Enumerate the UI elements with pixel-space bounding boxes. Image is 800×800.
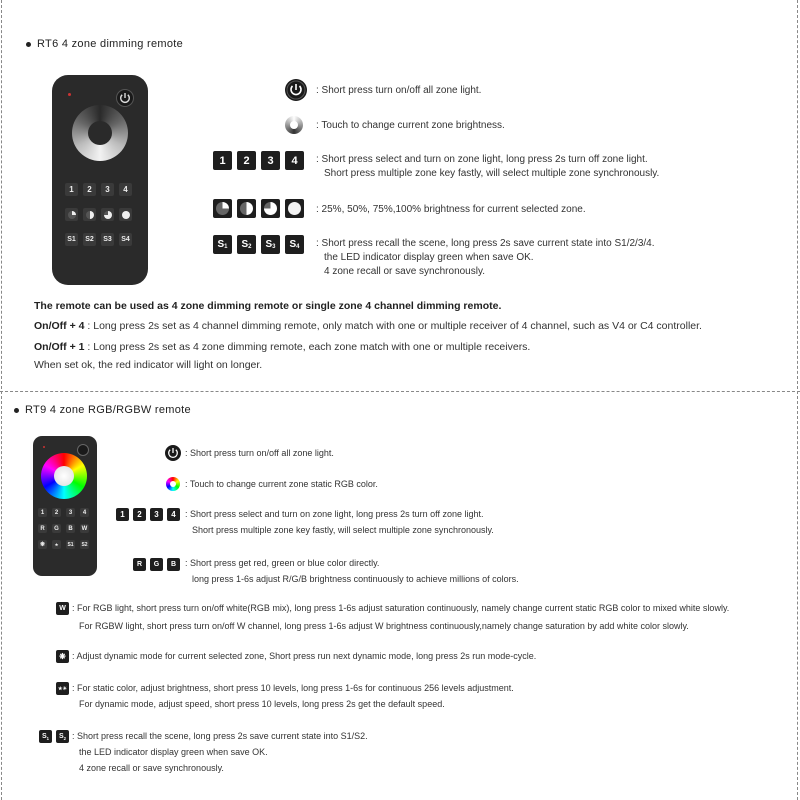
remote-scene-key: S4 (119, 233, 132, 246)
mode-key-icon: ❋ (56, 650, 69, 663)
remote-zone-key: 1 (65, 183, 78, 196)
rt9-scene-desc-1: : Short press recall the scene, long press 2s save current state into S1/S2. (72, 731, 368, 741)
zone-1-key-icon: 1 (116, 508, 129, 521)
rt9-mode-desc: : Adjust dynamic mode for current selected zone, Short press run next dynamic mode, long press 2s run mode-cycle. (72, 651, 537, 661)
remote-brightness-key (65, 208, 78, 221)
remote-scene-key: S1 (67, 541, 74, 548)
remote-zone-key: 4 (119, 183, 132, 196)
remote-scene-key: S1 (65, 233, 78, 246)
remote-zone-key: 2 (52, 508, 61, 517)
green-key-icon: G (150, 558, 163, 571)
rt6-wheel-desc: : Touch to change current zone brightness. (316, 120, 505, 131)
rt9-w-desc-2: For RGBW light, short press turn on/off W channel, long press 1-6s adjust W brightness continuously,namely change saturation by add white color slowly. (79, 621, 689, 631)
zone-4-key-icon: 4 (167, 508, 180, 521)
brightness-75-icon (261, 199, 280, 218)
rt9-scene-desc-2: the LED indicator display green when save OK. (79, 747, 268, 757)
rt6-remote-image (52, 75, 148, 285)
rt6-note-1: The remote can be used as 4 zone dimming remote or single zone 4 channel dimming remote. (34, 300, 502, 312)
remote-power-key (116, 89, 134, 107)
left-border (1, 0, 2, 800)
rt9-rgb-desc-2: long press 1-6s adjust R/G/B brightness continuously to achieve millions of colors. (192, 574, 519, 584)
brightness-25-icon (213, 199, 232, 218)
remote-rgbw-key: W (81, 525, 88, 532)
remote-mode-key: ❋ (39, 542, 46, 548)
rt9-power-desc: : Short press turn on/off all zone light. (185, 448, 334, 458)
zone-1-key-icon: 1 (213, 151, 232, 170)
remote-rgbw-key: B (66, 524, 75, 533)
rt6-note-4: When set ok, the red indicator will light on longer. (34, 359, 263, 371)
remote-color-wheel (41, 453, 87, 499)
remote-brightness-key (119, 208, 132, 221)
scene-1-key-icon: S $_1$ (213, 235, 232, 254)
brightness-50-icon (237, 199, 256, 218)
remote-brightness-key (101, 208, 114, 221)
zone-3-key-icon: 3 (150, 508, 163, 521)
color-wheel-icon (166, 477, 180, 491)
remote-power-key (77, 444, 89, 456)
brightness-wheel-icon (285, 116, 303, 134)
zone-2-key-icon: 2 (133, 508, 146, 521)
rt9-speed-desc-1: : For static color, adjust brightness, short press 10 levels, long press 1-6s for continuous 256 levels adjustment. (72, 683, 514, 693)
rt9-title: RT9 4 zone RGB/RGBW remote (14, 404, 191, 416)
remote-zone-key: 1 (38, 508, 47, 517)
scene-4-key-icon: S $_4$ (285, 235, 304, 254)
rt6-scenes-desc-3: 4 zone recall or save synchronously. (324, 266, 486, 277)
rt9-scene-desc-3: 4 zone recall or save synchronously. (79, 763, 224, 773)
remote-rgbw-key: G (52, 524, 61, 533)
scene-3-key-icon: S $_3$ (261, 235, 280, 254)
rt6-scenes-desc-2: the LED indicator display green when save OK. (324, 252, 534, 263)
rt6-brightness-desc: : 25%, 50%, 75%,100% brightness for current selected zone. (316, 204, 586, 215)
rt6-scenes-desc-1: : Short press recall the scene, long press 2s save current state into S1/2/3/4. (316, 238, 655, 249)
brightness-100-icon (285, 199, 304, 218)
remote-scene-key: S2 (81, 541, 88, 548)
zone-4-key-icon: 4 (285, 151, 304, 170)
right-border (797, 0, 798, 800)
rt6-note-2: On/Off + 4 : Long press 2s set as 4 channel dimming remote, only match with one or multiple receiver of 4 channel, such as V4 or C4 controller. (34, 320, 702, 332)
power-icon (285, 79, 307, 101)
rt6-note-3: On/Off + 1 : Long press 2s set as 4 zone dimming remote, each zone match with one or multiple receivers. (34, 341, 531, 353)
bullet-icon (26, 42, 31, 47)
scene-2-key-icon: S $_2$ (56, 730, 69, 743)
remote-scene-key: S2 (83, 233, 96, 246)
rt9-wheel-desc: : Touch to change current zone static RGB color. (185, 479, 378, 489)
rt9-speed-desc-2: For dynamic mode, adjust speed, short press 10 levels, long press 2s get the default speed. (79, 699, 445, 709)
remote-zone-key: 2 (83, 183, 96, 196)
rt9-w-desc-1: : For RGB light, short press turn on/off white(RGB mix), long press 1-6s adjust saturation continuously, namely change current static RGB color to mixed white slowly. (72, 603, 730, 613)
indicator-led (68, 93, 71, 96)
rt9-rgb-desc-1: : Short press get red, green or blue color directly. (185, 558, 380, 568)
rt6-power-desc: : Short press turn on/off all zone light. (316, 85, 482, 96)
rt6-zones-desc-2: Short press multiple zone key fastly, will select multiple zone synchronously. (324, 168, 660, 179)
remote-zone-key: 4 (80, 508, 89, 517)
remote-brightness-wheel (72, 105, 128, 161)
scene-1-key-icon: S $_1$ (39, 730, 52, 743)
zone-3-key-icon: 3 (261, 151, 280, 170)
red-key-icon: R (133, 558, 146, 571)
scene-2-key-icon: S $_2$ (237, 235, 256, 254)
remote-zone-key: 3 (101, 183, 114, 196)
remote-brightness-key (83, 208, 96, 221)
zone-2-key-icon: 2 (237, 151, 256, 170)
remote-speed-key: ★ (52, 540, 61, 549)
indicator-led (43, 446, 45, 448)
rt9-zones-desc-2: Short press multiple zone key fastly, will select multiple zone synchronously. (192, 525, 494, 535)
rt9-zones-desc-1: : Short press select and turn on zone light, long press 2s turn off zone light. (185, 509, 484, 519)
white-key-icon: W (56, 602, 69, 615)
power-icon (165, 445, 181, 461)
bullet-icon (14, 408, 19, 413)
speed-brightness-key-icon: ★☀ (56, 682, 69, 695)
remote-scene-key: S3 (101, 233, 114, 246)
rt9-remote-image (33, 436, 97, 576)
blue-key-icon: B (167, 558, 180, 571)
remote-zone-key: 3 (66, 508, 75, 517)
remote-rgbw-key: R (38, 524, 47, 533)
section-divider (0, 391, 800, 392)
rt6-title: RT6 4 zone dimming remote (26, 38, 183, 50)
rt6-zones-desc-1: : Short press select and turn on zone light, long press 2s turn off zone light. (316, 154, 648, 165)
